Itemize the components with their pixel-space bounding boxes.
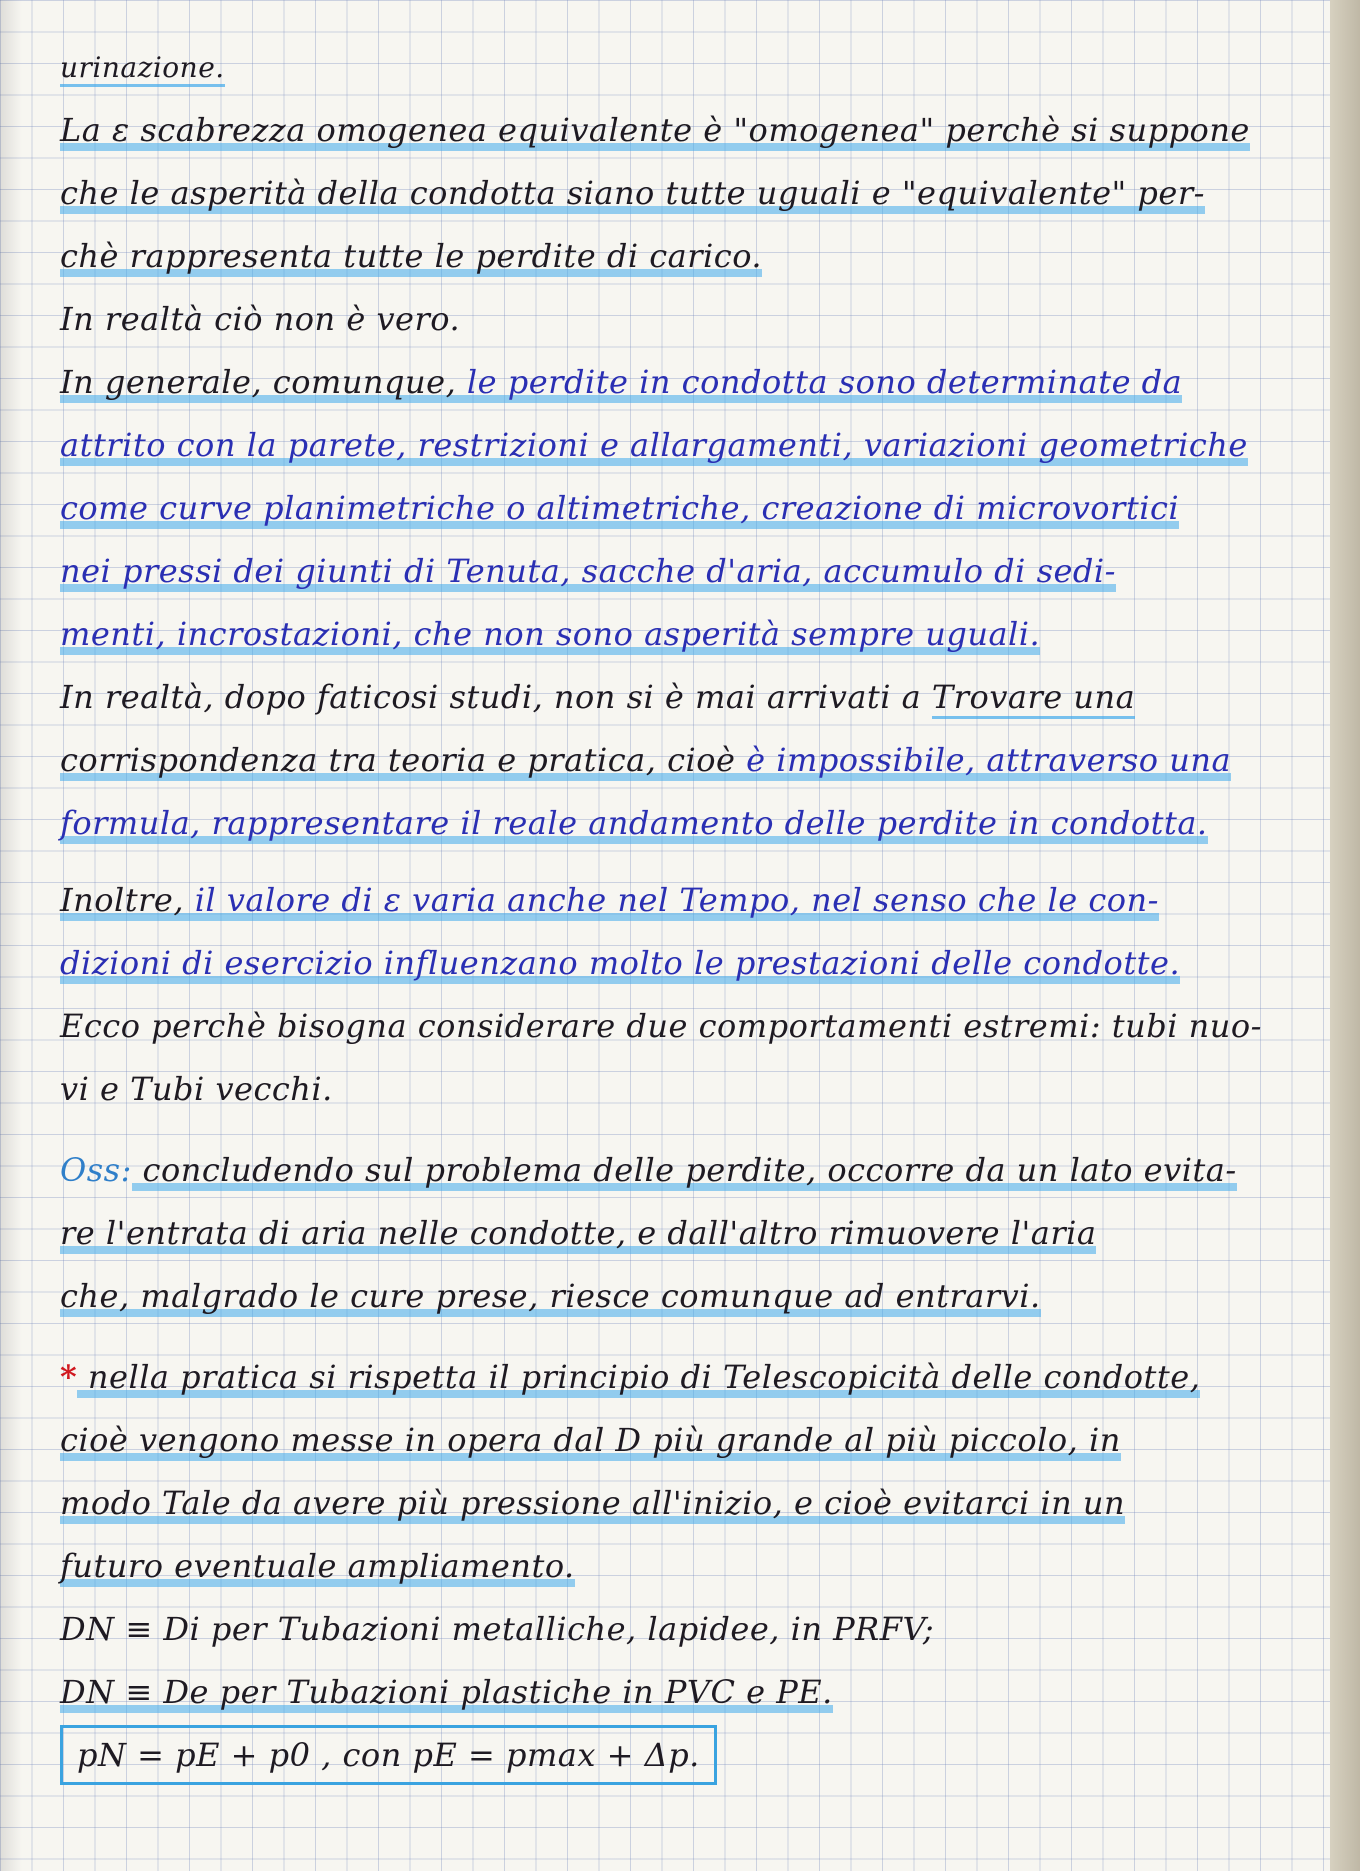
notebook-edge (1330, 0, 1360, 1871)
note-line-13: formula, rappresentare il reale andamento delle perdite in condotta. (60, 804, 1208, 842)
note-line-2: La ε scabrezza omogenea equivalente è "omogenea" perchè si suppone (60, 111, 1250, 149)
paragraph-gap (60, 1121, 1310, 1139)
note-line-12: corrispondenza tra teoria e pratica, cioè è impossibile, attraverso una (60, 741, 1232, 779)
note-line-14: Inoltre, il valore di ε varia anche nel Tempo, nel senso che le con- (60, 881, 1159, 919)
note-line-18: Oss: concludendo sul problema delle perdite, occorre da un lato evita- (60, 1151, 1237, 1189)
note-line-6: In generale, comunque, le perdite in condotta sono determinate da (60, 363, 1183, 401)
note-line-8: come curve planimetriche o altimetriche, creazione di microvortici (60, 489, 1180, 527)
note-line-16: Ecco perchè bisogna considerare due comportamenti estremi: tubi nuo- (60, 1007, 1262, 1045)
note-line-5: In realtà ciò non è vero. (60, 300, 461, 338)
note-line-4: chè rappresenta tutte le perdite di carico. (60, 237, 763, 275)
asterisk-icon: * (60, 1358, 78, 1396)
note-line-20: che, malgrado le cure prese, riesce comunque ad entrarvi. (60, 1277, 1041, 1315)
paragraph-gap (60, 855, 1310, 869)
note-line-7: attrito con la parete, restrizioni e allargamenti, variazioni geometriche (60, 426, 1248, 464)
note-line-10: menti, incrostazioni, che non sono asperità sempre uguali. (60, 615, 1041, 653)
handwritten-notes (60, 36, 1310, 1787)
page-spine-shadow (0, 0, 22, 1871)
note-line-24: futuro eventuale ampliamento. (60, 1547, 575, 1585)
note-line-11: In realtà, dopo faticosi studi, non si è mai arrivati a Trovare una (60, 666, 1310, 729)
note-line-21: * nella pratica si rispetta il principio di Telescopicità delle condotte, (60, 1358, 1201, 1396)
note-line-19: re l'entrata di aria nelle condotte, e dall'altro rimuovere l'aria (60, 1214, 1097, 1252)
note-line-17: vi e Tubi vecchi. (60, 1070, 333, 1108)
boxed-formula: pN = pE + p0 , con pE = pmax + Δp. (60, 1725, 717, 1785)
note-line-9: nei pressi dei giunti di Tenuta, sacche d'aria, accumulo di sedi- (60, 552, 1116, 590)
note-line-25: DN ≡ Di per Tubazioni metalliche, lapidee, in PRFV; (60, 1610, 935, 1648)
note-line-22: cioè vengono messe in opera dal D più grande al più piccolo, in (60, 1421, 1121, 1459)
note-line-15: dizioni di esercizio influenzano molto le prestazioni delle condotte. (60, 944, 1181, 982)
note-line-3: che le asperità della condotta siano tutte uguali e "equivalente" per- (60, 174, 1205, 212)
note-line-1: urinazione. (60, 36, 1310, 99)
note-line-23: modo Tale da avere più pressione all'inizio, e cioè evitarci in un (60, 1484, 1126, 1522)
note-line-27 (60, 1724, 1310, 1787)
paragraph-gap (60, 1328, 1310, 1346)
note-line-26: DN ≡ De per Tubazioni plastiche in PVC e PE. (60, 1673, 833, 1711)
